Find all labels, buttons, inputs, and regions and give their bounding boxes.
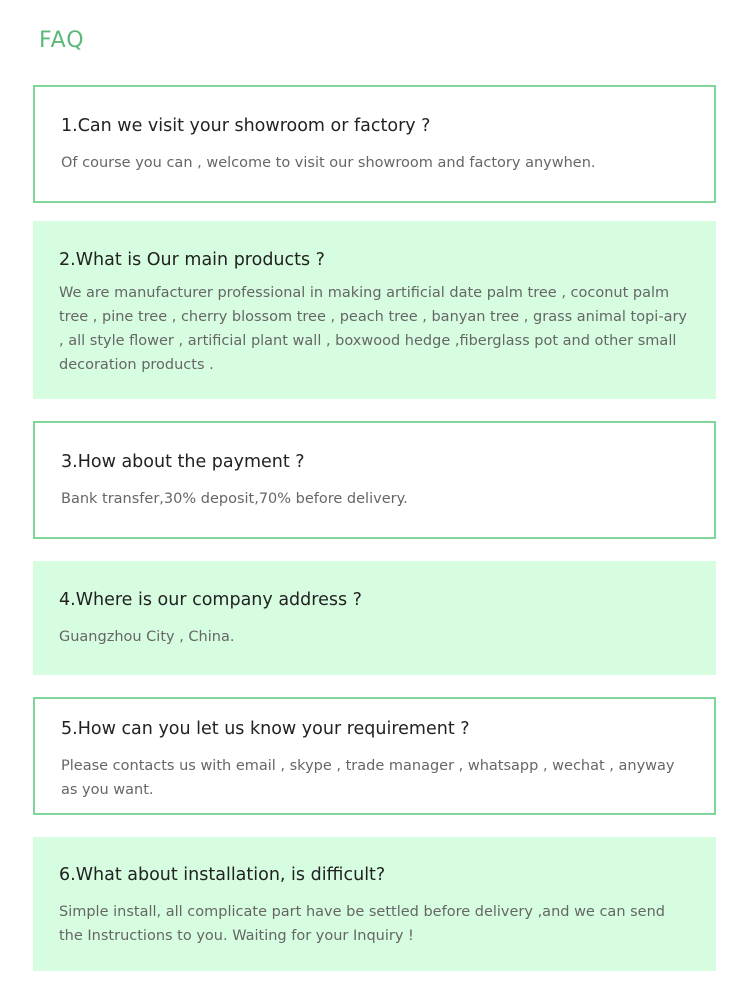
faq-question: 2.What is Our main products ?: [59, 250, 325, 270]
faq-question: 5.How can you let us know your requirement ?: [61, 719, 470, 739]
faq-item-4: [33, 561, 716, 675]
page-title: FAQ: [39, 28, 85, 53]
faq-item-5: [33, 697, 716, 815]
faq-item-1: [33, 85, 716, 203]
faq-answer: Of course you can , welcome to visit our showroom and factory anywhen.: [61, 155, 596, 171]
faq-item-3: [33, 421, 716, 539]
faq-item-2: [33, 221, 716, 399]
faq-answer: Please contacts us with email , skype , trade manager , whatsapp , wechat , anyway as you want.: [61, 758, 675, 798]
faq-item-6: [33, 837, 716, 971]
faq-answer: Bank transfer,30% deposit,70% before delivery.: [61, 491, 408, 507]
faq-question: 6.What about installation, is difficult?: [59, 865, 386, 885]
faq-question: 3.How about the payment ?: [61, 452, 305, 472]
faq-question: 4.Where is our company address ?: [59, 590, 362, 610]
faq-answer: Simple install, all complicate part have be settled before delivery ,and we can send the Instructions to you. Waiting for your Inquiry !: [59, 904, 665, 944]
faq-question: 1.Can we visit your showroom or factory ?: [61, 116, 431, 136]
faq-answer: We are manufacturer professional in making artificial date palm tree , coconut palm tree , pine tree , cherry blossom tree , peach tree , banyan tree , grass animal topi-ary , all style flower , artificial plant wall , boxwood hedge ,fiberglass pot and other small decoration products .: [59, 285, 687, 373]
faq-answer: Guangzhou City , China.: [59, 629, 235, 645]
